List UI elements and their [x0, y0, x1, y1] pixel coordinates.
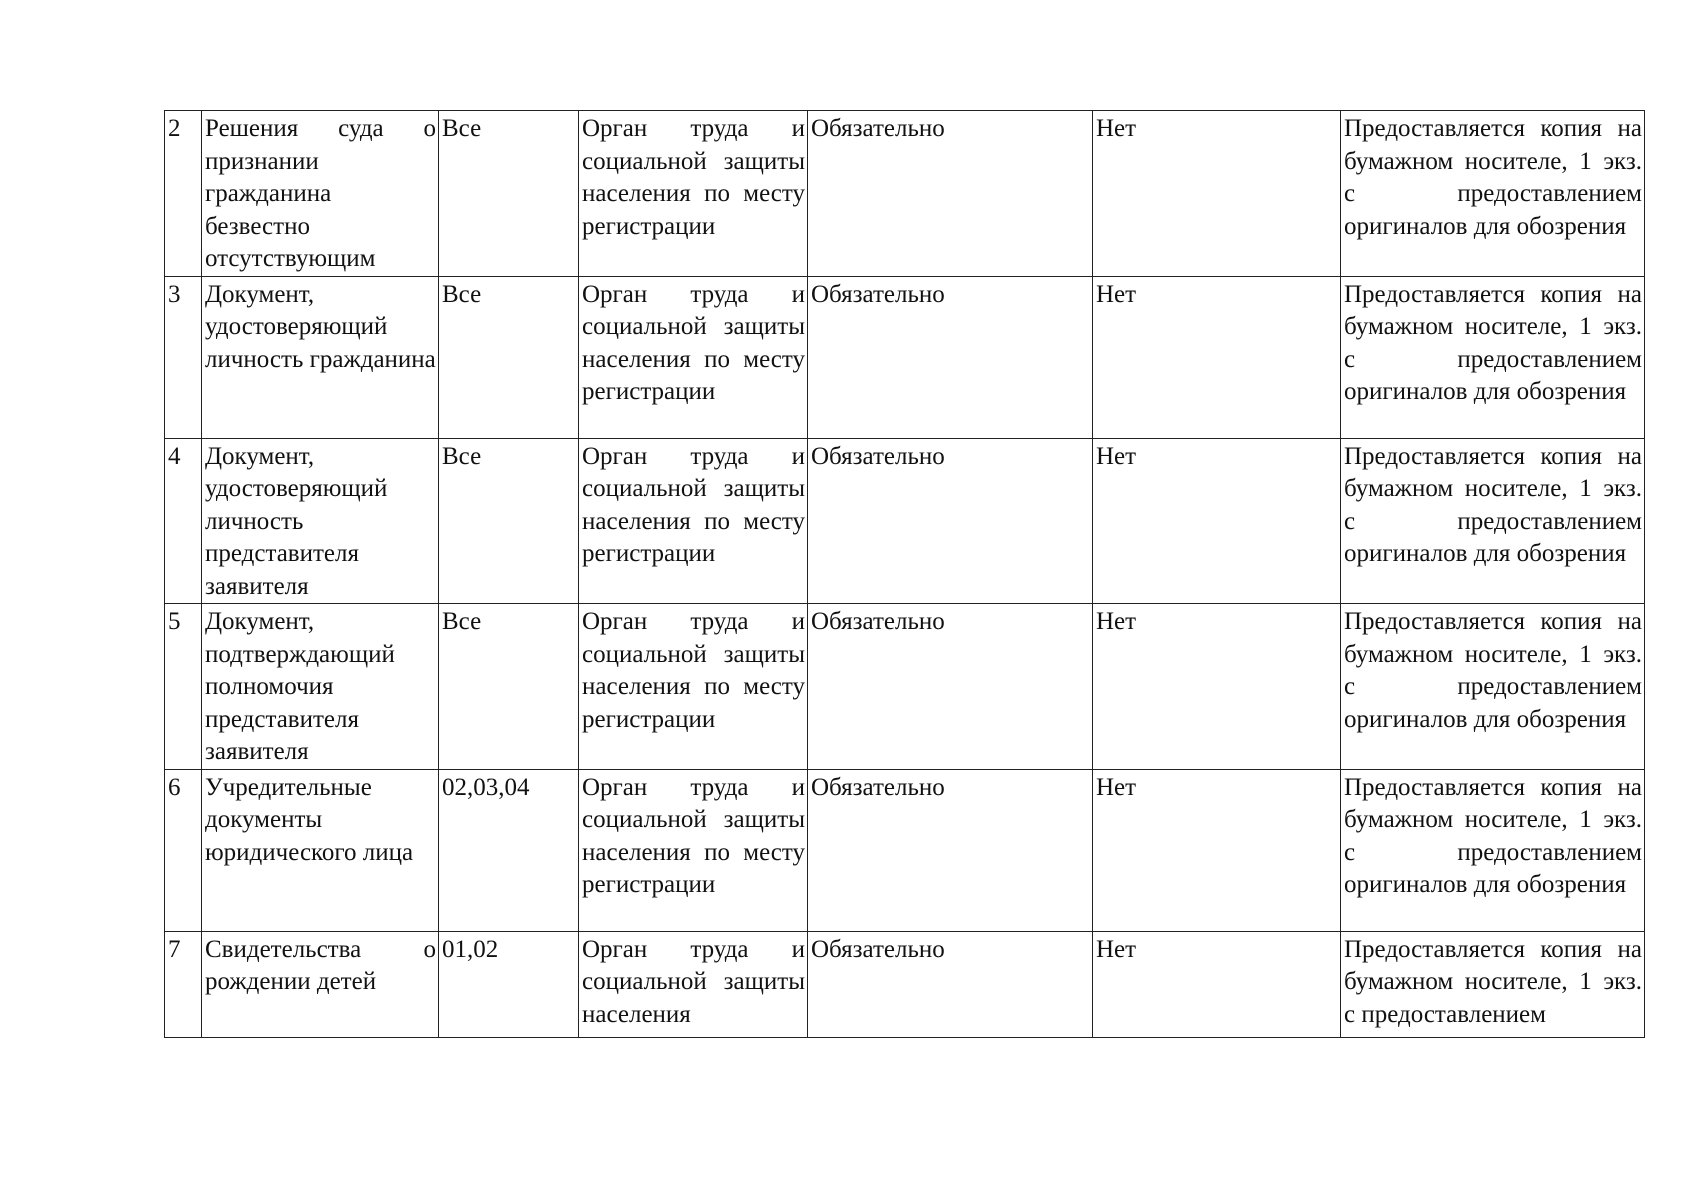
organ-cell: [579, 769, 808, 931]
row-number: 7: [168, 935, 181, 963]
organ-cell: [579, 111, 808, 277]
flag-value: Нет: [1096, 773, 1137, 801]
document-name-cell: [202, 604, 439, 770]
category-cell: [439, 931, 579, 1037]
note-text: Предоставляется копия на бумажном носителе, 1 экз. с предоставлением оригиналов для обозрения: [1344, 280, 1642, 405]
row-number-cell: [165, 111, 202, 277]
document-name-cell: [202, 769, 439, 931]
organ-text: Орган труда и социальной защиты населения по месту регистрации: [582, 442, 805, 567]
category-cell: [439, 769, 579, 931]
documents-table: [164, 110, 1645, 1038]
category-value: 01,02: [442, 935, 499, 963]
table-row: [165, 931, 1645, 1037]
category-value: 02,03,04: [442, 773, 530, 801]
category-value: Все: [442, 280, 482, 308]
row-number-cell: [165, 438, 202, 604]
category-value: Все: [442, 115, 482, 142]
row-number: 5: [168, 608, 181, 635]
flag-cell: [1093, 604, 1341, 770]
document-name: Свидетельства о рождении детей: [205, 935, 436, 995]
flag-value: Нет: [1096, 115, 1137, 142]
organ-text: Орган труда и социальной защиты населения по месту регистрации: [582, 608, 805, 733]
note-cell: [1341, 769, 1645, 931]
row-number-cell: [165, 769, 202, 931]
document-name: Документ, подтверждающий полномочия представителя заявителя: [205, 608, 395, 765]
row-number: 2: [168, 115, 181, 142]
required-value: Обязательно: [811, 442, 945, 470]
document-name: Решения суда о признании гражданина безвестно отсутствующим: [205, 115, 436, 272]
required-cell: [808, 276, 1093, 438]
note-text: Предоставляется копия на бумажном носителе, 1 экз. с предоставлением оригиналов для обозрения: [1344, 608, 1642, 733]
required-cell: [808, 438, 1093, 604]
note-cell: [1341, 604, 1645, 770]
flag-cell: [1093, 438, 1341, 604]
row-number: 6: [168, 773, 181, 801]
flag-value: Нет: [1096, 280, 1137, 308]
table-row: [165, 276, 1645, 438]
note-cell: [1341, 276, 1645, 438]
organ-text: Орган труда и социальной защиты населения по месту регистрации: [582, 280, 805, 405]
category-value: Все: [442, 608, 482, 635]
document-name: Учредительные документы юридического лица: [205, 773, 414, 866]
flag-cell: [1093, 276, 1341, 438]
document-name-cell: [202, 276, 439, 438]
note-text: Предоставляется копия на бумажном носителе, 1 экз. с предоставлением оригиналов для обозрения: [1344, 115, 1642, 240]
organ-cell: [579, 931, 808, 1037]
organ-cell: [579, 438, 808, 604]
document-name: Документ, удостоверяющий личность гражданина: [205, 280, 436, 373]
required-cell: [808, 769, 1093, 931]
organ-text: Орган труда и социальной защиты населения: [582, 935, 805, 1028]
flag-cell: [1093, 111, 1341, 277]
required-cell: [808, 931, 1093, 1037]
organ-cell: [579, 276, 808, 438]
category-value: Все: [442, 442, 482, 470]
required-value: Обязательно: [811, 773, 945, 801]
required-cell: [808, 604, 1093, 770]
flag-value: Нет: [1096, 442, 1137, 470]
row-number-cell: [165, 604, 202, 770]
note-cell: [1341, 438, 1645, 604]
document-name-cell: [202, 931, 439, 1037]
row-number: 4: [168, 442, 181, 470]
flag-value: Нет: [1096, 608, 1137, 635]
flag-cell: [1093, 931, 1341, 1037]
note-text: Предоставляется копия на бумажном носителе, 1 экз. с предоставлением оригиналов для обозрения: [1344, 442, 1642, 567]
organ-text: Орган труда и социальной защиты населения по месту регистрации: [582, 773, 805, 898]
category-cell: [439, 276, 579, 438]
required-cell: [808, 111, 1093, 277]
row-number: 3: [168, 280, 181, 308]
organ-cell: [579, 604, 808, 770]
table-row: [165, 769, 1645, 931]
required-value: Обязательно: [811, 608, 945, 635]
document-name-cell: [202, 438, 439, 604]
note-cell: [1341, 931, 1645, 1037]
document-name-cell: [202, 111, 439, 277]
table-row: [165, 438, 1645, 604]
table-row: [165, 604, 1645, 770]
required-value: Обязательно: [811, 280, 945, 308]
category-cell: [439, 438, 579, 604]
note-text: Предоставляется копия на бумажном носителе, 1 экз. с предоставлением оригиналов для обозрения: [1344, 773, 1642, 898]
category-cell: [439, 111, 579, 277]
note-cell: [1341, 111, 1645, 277]
required-value: Обязательно: [811, 115, 945, 142]
table-row: [165, 111, 1645, 277]
flag-value: Нет: [1096, 935, 1137, 963]
category-cell: [439, 604, 579, 770]
note-text: Предоставляется копия на бумажном носителе, 1 экз. с предоставлением: [1344, 935, 1642, 1028]
row-number-cell: [165, 931, 202, 1037]
flag-cell: [1093, 769, 1341, 931]
required-value: Обязательно: [811, 935, 945, 963]
row-number-cell: [165, 276, 202, 438]
document-name: Документ, удостоверяющий личность представителя заявителя: [205, 442, 388, 600]
organ-text: Орган труда и социальной защиты населения по месту регистрации: [582, 115, 805, 240]
